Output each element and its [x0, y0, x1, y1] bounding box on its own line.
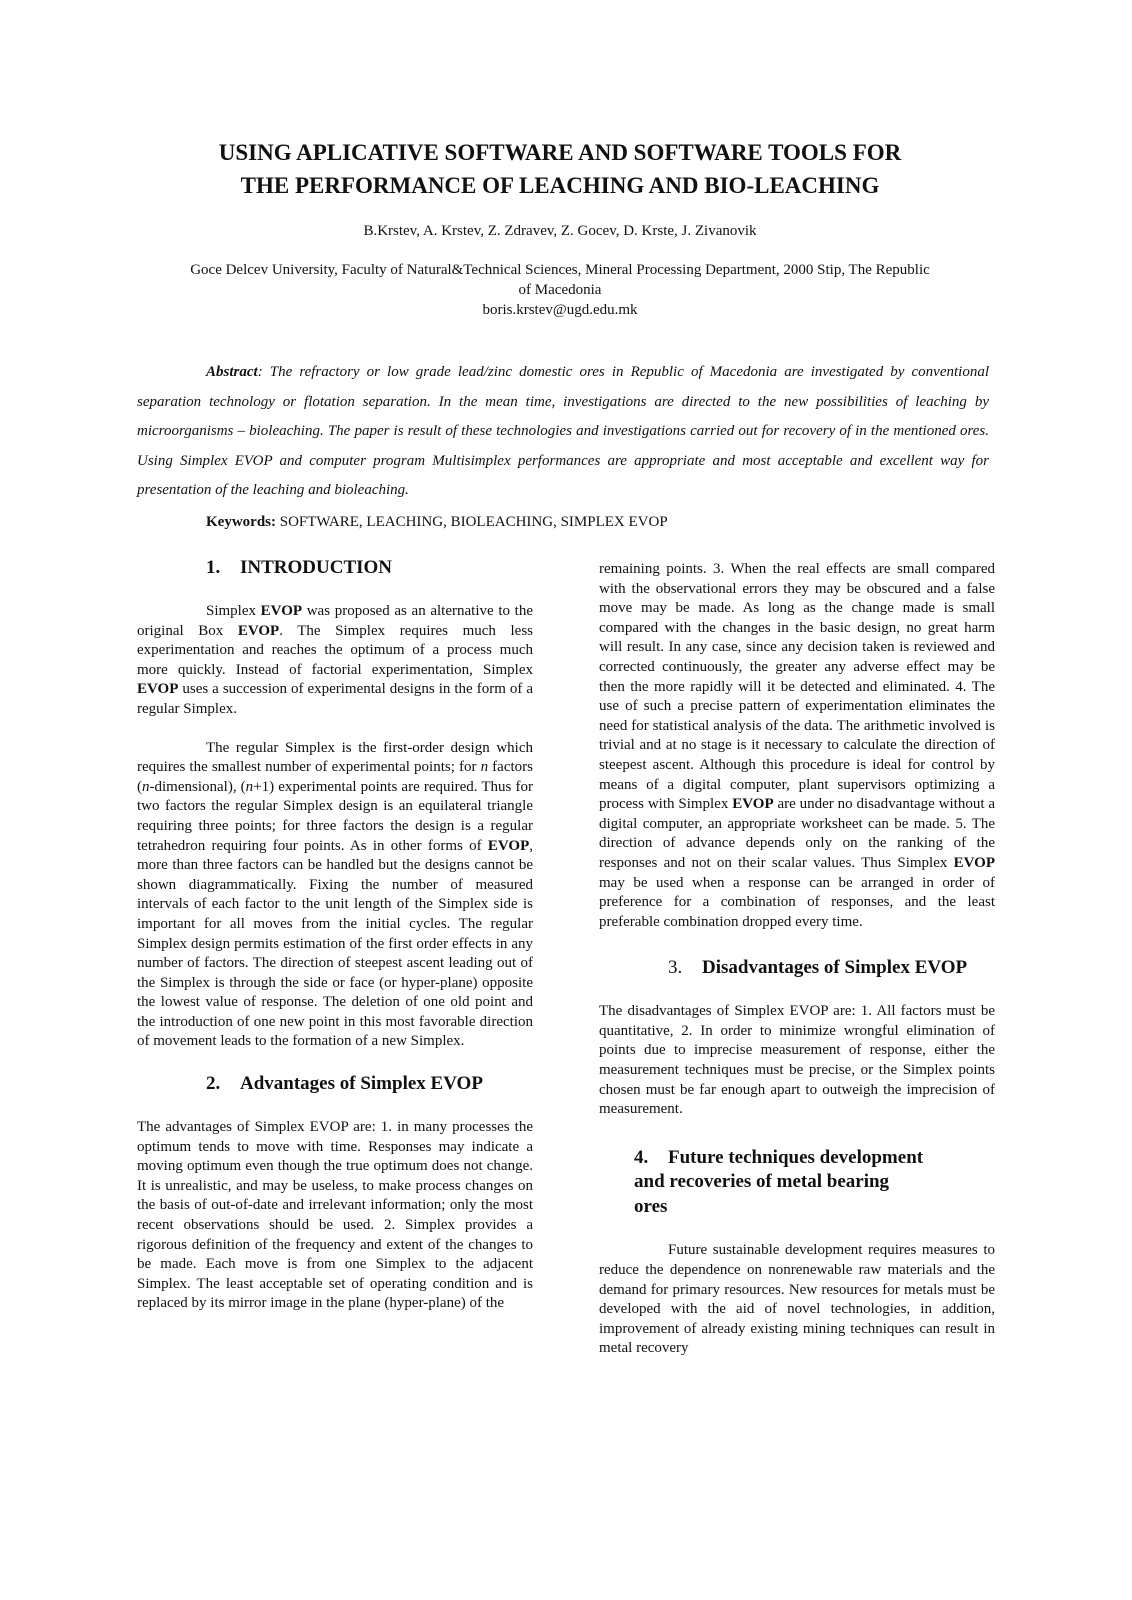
- intro-paragraph-2: [137, 739, 533, 1053]
- text-run-italic: n: [142, 778, 150, 795]
- section-title: Disadvantages of Simplex EVOP: [702, 957, 968, 979]
- text-run-bold: EVOP: [260, 603, 303, 619]
- section-number: 3.: [668, 957, 683, 979]
- text-run-bold: EVOP: [487, 837, 530, 854]
- section-number: 4.: [634, 1146, 649, 1168]
- section-number: 2.: [206, 1073, 221, 1095]
- abstract-text: : The refractory or low grade lead/zinc domestic ores in Republic of Macedonia are investigated by conventional separation technology or flotation separation. In the mean time, investigations are directed to the new possibilities of leaching by microorganisms – bioleaching. The paper is result of these technologies and investigations carried out for recovery of in the mentioned ores. Using Simplex EVOP and computer program Multisimplex performances are appropriate and most acceptable and excellent way for presentation of the leaching and bioleaching.: [137, 364, 989, 498]
- keywords-label: Keywords:: [206, 514, 276, 530]
- text-run-bold: EVOP: [137, 681, 179, 698]
- section-title-line-1: Future techniques development: [668, 1146, 924, 1168]
- contact-email: boris.krstev@ugd.edu.mk: [482, 302, 638, 318]
- abstract-label: Abstract: [206, 364, 258, 380]
- text-run-bold: EVOP: [953, 854, 995, 871]
- section-heading-introduction: [206, 556, 533, 580]
- text-run: . The Simplex requires much less experimentation and reaches the optimum of a process much more quickly. Instead of factorial experimentation, Simplex: [137, 622, 533, 678]
- text-run: was proposed as an alternative to the original Box: [137, 603, 533, 639]
- section-title: INTRODUCTION: [240, 557, 393, 578]
- section-number: 1.: [206, 557, 221, 578]
- text-run-italic: n: [245, 778, 254, 795]
- abstract: [137, 358, 989, 506]
- text-run-italic: n: [480, 759, 489, 776]
- intro-paragraph-1: [137, 602, 533, 720]
- section-title-line-3: ores: [634, 1195, 668, 1217]
- affiliation-block: [130, 260, 990, 320]
- advantages-paragraph-continued: [599, 560, 995, 932]
- text-run: uses a succession of experimental designs in the form of a regular Simplex.: [137, 681, 533, 717]
- advantages-paragraph: The advantages of Simplex EVOP are: 1. in many processes the optimum tends to move with time. Responses may indicate a moving optimum even though the true optimum does not change. It is unrealistic, and may be useless, to make process changes on the basis of out-of-date and irrelevant information; only the most recent observations should be used. 2. Simplex provides a rigorous definition of the frequency and extent of the changes to be made. Each move is from one Simplex to the adjacent Simplex. The least acceptable set of operating condition and is replaced by its mirror image in the plane (hyper-plane) of the: [137, 1119, 533, 1312]
- text-run: +1) experimental points are required. Thus for two factors the regular Simplex design is an equilateral triangle requiring three points; for three factors the design is a regular tetrahedron requiring four points. As in other forms of: [137, 778, 533, 854]
- text-run: , more than three factors can be handled but the designs cannot be shown diagrammatically. Fixing the number of measured intervals of each factor to the unit length of the Simplex side is important for all moves from the initial cycles. The regular Simplex design permits estimation of the first order effects in any number of factors. The direction of steepest ascent leading out of the Simplex is through the side or face (or hyper-plane) opposite the lowest value of response. The deletion of one old point and the introduction of one new point in this most favorable direction of movement leads to the formation of a new Simplex.: [137, 837, 533, 1050]
- author-list: B.Krstev, A. Krstev, Z. Zdravev, Z. Gocev, D. Krste, J. Zivanovik: [363, 223, 757, 239]
- section-heading-future-techniques: [599, 1146, 995, 1220]
- affiliation-line-2: of Macedonia: [518, 282, 602, 298]
- paper-title: [130, 136, 990, 202]
- text-run: may be used when a response can be arranged in order of preference for a combination of responses, and the least preferable combination dropped every time.: [599, 874, 995, 930]
- text-run: Simplex: [206, 603, 261, 619]
- paper-title-line-2: THE PERFORMANCE OF LEACHING AND BIO-LEACHING: [240, 173, 880, 198]
- section-title: Advantages of Simplex EVOP: [240, 1073, 483, 1095]
- keywords-text: SOFTWARE, LEACHING, BIOLEACHING, SIMPLEX EVOP: [276, 514, 668, 530]
- left-column: [137, 557, 533, 1314]
- keywords: [206, 513, 668, 531]
- text-run: are under no disadvantage without a digital computer, an appropriate worksheet can be made. 5. The direction of advance depends only on the ranking of the responses and not on their scalar values. Thus Simplex: [599, 796, 996, 871]
- paper-title-line-1: USING APLICATIVE SOFTWARE AND SOFTWARE TOOLS FOR: [218, 140, 902, 165]
- section-title-line-2: and recoveries of metal bearing: [634, 1171, 890, 1193]
- right-column: [599, 560, 995, 1359]
- disadvantages-paragraph: The disadvantages of Simplex EVOP are: 1. All factors must be quantitative, 2. In order to minimize wrongful elimination of points due to imprecise measurement of response, either the measurement techniques must be precise, or the Simplex points chosen must be far enough apart to outweigh the imprecision of measurement.: [599, 1003, 995, 1118]
- future-techniques-paragraph: Future sustainable development requires measures to reduce the dependence on nonrenewable raw materials and the demand for primary resources. New resources for metals must be developed with the aid of novel technologies, in addition, improvement of already existing mining techniques can result in metal recovery: [599, 1242, 995, 1357]
- section-heading-advantages: [206, 1072, 533, 1096]
- text-run: The regular Simplex is the first-order design which requires the smallest number of experimental points; for: [137, 739, 533, 776]
- text-run: remaining points. 3. When the real effects are small compared with the observational errors they may be obscured and a false move may be made. As long as the change made is small compared with the changes in the basic design, no great harm will result. In any case, since any decision taken is reviewed and corrected continuously, the greater any adverse effect may be then the more rapidly will it be detected and eliminated. 4. The use of such a precise pattern of experimentation eliminates the need for statistical analysis of the data. The arithmetic involved is trivial and at no stage is it necessary to calculate the direction of steepest ascent. Although this procedure is ideal for control by means of a digital computer, plant supervisors optimizing a process with Simplex: [599, 561, 995, 813]
- affiliation-line-1: Goce Delcev University, Faculty of Natural&Technical Sciences, Mineral Processing Department, 2000 Stip, The Republic: [190, 262, 930, 278]
- text-run-bold: EVOP: [732, 796, 774, 813]
- text-run-bold: EVOP: [237, 622, 280, 639]
- text-run: factors (: [137, 759, 533, 795]
- section-heading-disadvantages: [668, 956, 995, 980]
- text-run: -dimensional), (: [149, 778, 246, 795]
